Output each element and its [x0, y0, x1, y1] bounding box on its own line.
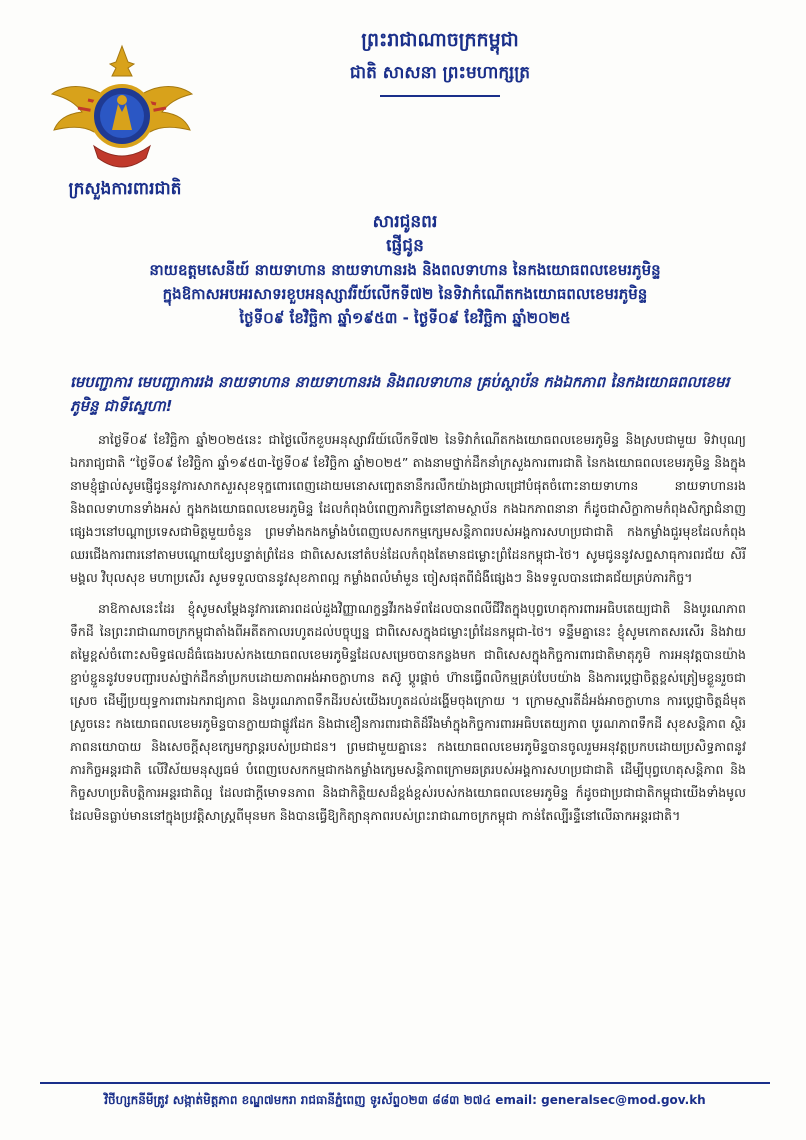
document-subtitle: ផ្ញើជូន: [386, 236, 424, 256]
kingdom-header: [290, 28, 590, 97]
body-paragraph-2: នាឱកាសនេះដែរ ខ្ញុំសូមសម្តែងនូវការគោរពដល់ដួងវិញ្ញាណក្ខន្ធវីរកងទ័ពដែលបានពលីជីវិតក្នុងបុព្វហេតុការពារអធិបតេយ្យជាតិ និងបូរណភាពទឹកដី នៃព្រះរាជាណាចក្រកម្ពុជាតាំងពីអតីតកាលរហូតដល់បច្ចុប្បន្ន ជាពិសេសក្នុងជម្លោះព្រំដែនកម្ពុជា-ថៃ។ ទន្ទឹមគ្នានេះ ខ្ញុំសូមកោតសរសើរ និងវាយតម្លៃខ្ពស់ចំពោះសមិទ្ធផលដ៏ធំធេងរបស់កងយោធពលខេមរភូមិន្ទដែលសម្រេចបានកន្លងមក ជាពិសេសក្នុងកិច្ចការពារជាតិមាតុភូមិ ការអនុវត្តបានយ៉ាងខ្ជាប់ខ្ជួននូវបទបញ្ជារបស់ថ្នាក់ដឹកនាំប្រកបដោយភាពអង់អាចក្លាហាន តស៊ូ ប្តូរផ្តាច់ ហ៊ានធ្វើពលិកម្មគ្រប់បែបយ៉ាង និងការប្តេជ្ញាចិត្តខ្ពស់ត្រៀមខ្លួនរួចជាស្រេច ដើម្បីប្រយុទ្ធការពារឯករាជ្យភាព និងបូរណភាពទឹកដីរបស់យើងរហូតដល់ដង្ហើមចុងក្រោយ ។ ក្រោមស្មារតីដ៏អង់អាចក្លាហាន ការប្តេជ្ញាចិត្តដ៏មុតស្រួចនេះ កងយោធពលខេមរភូមិន្ទបានក្លាយជាផ្លូវដែក និងជាខឿនការពារជាតិដ៏រឹងមាំក្នុងកិច្ចការពារអធិបតេយ្យភាព បូរណភាពទឹកដី សុខសន្តិភាព ស្ថិរភាពនយោបាយ និងសេចក្តីសុខក្សេមក្សាន្តរបស់ប្រជាជន។ ព្រមជាមួយគ្នានេះ កងយោធពលខេមរភូមិន្ទបានចូលរួមអនុវត្តប្រកបដោយប្រសិទ្ធភាពនូវភារកិច្ចអន្តរជាតិ លើវិស័យមនុស្សធម៌ បំពេញបេសកកម្មជាកងកម្លាំងក្សេមសន្តិភាពក្រោមឆត្ររបស់អង្គការសហប្រជាជាតិ ដើម្បីបុព្វហេតុសន្តិភាព និងកិច្ចសហប្រតិបត្តិការអន្តរជាតិល្អ ដែលជាក្តីមោទនភាព និងជាកិត្តិយសដ៏ខ្ពង់ខ្ពស់របស់កងយោធពលខេមរភូមិន្ទ ក៏ដូចជាប្រជាជាតិកម្ពុជាយើងទាំងមូល ដែលមិនធ្លាប់មាននៅក្នុងប្រវត្តិសាស្ត្រពីមុនមក និងបានធ្វើឱ្យកិត្យានុភាពរបស់ព្រះរាជាណាចក្រកម្ពុជា កាន់តែល្បីរន្ទឺនៅលើឆាកអន្តរជាតិ។: [70, 601, 747, 823]
date-line: ថ្ងៃទី០៩ ខែវិច្ឆិកា ឆ្នាំ១៩៥៣ - ថ្ងៃទី០៩ ខែវិច្ឆិកា ឆ្នាំ២០២៥: [239, 309, 571, 327]
national-motto: ជាតិ សាសនា ព្រះមហាក្សត្រ: [349, 63, 531, 83]
body-paragraph-1: នាថ្ងៃទី០៩ ខែវិច្ឆិកា ឆ្នាំ២០២៥នេះ ជាថ្ងៃលើកខួបអនុស្សាវរីយ៍លើកទី៧២ នៃទិវាកំណើតកងយោធពលខេមរភូមិន្ទ និងស្របជាមួយ ទិវាបុណ្យឯករាជ្យជាតិ “ថ្ងៃទី០៩ ខែវិច្ឆិកា ឆ្នាំ១៩៥៣-ថ្ងៃទី០៩ ខែវិច្ឆិកា ឆ្នាំ២០២៥” តាងនាមថ្នាក់ដឹកនាំក្រសួងការពារជាតិ នៃកងយោធពលខេមរភូមិន្ទ និងក្នុងនាមខ្ញុំផ្ទាល់សូមផ្ញើជូននូវការសាកសួរសុខទុក្ខពោរពេញដោយមនោសញ្ចេតនានឹករលឹកយ៉ាងជ្រាលជ្រៅបំផុតចំពោះនាយទាហាន នាយទាហានរង និងពលទាហានទាំងអស់ ក្នុងកងយោធពលខេមរភូមិន្ទ ដែលកំពុងបំពេញភារកិច្ចនៅតាមស្ថាប័ន កងឯកភាពនានា ក៏ដូចជាសិក្ខាកាមកំពុងសិក្សាជំនាញផ្សេងៗនៅបណ្តាប្រទេសជាមិត្តមួយចំនួន ព្រមទាំងកងកម្លាំងបំពេញបេសកកម្មក្សេមសន្តិភាពរបស់អង្គការសហប្រជាជាតិ កងកម្លាំងជួរមុខដែលកំពុងឈរជើងការពារនៅតាមបណ្តោយខ្សែបន្ទាត់ព្រំដែន ជាពិសេសនៅតំបន់ដែលកំពុងតែមានជម្លោះព្រំដែនកម្ពុជា-ថៃ។ សូមជូននូវសព្ទសាធុការពរជ័យ សិរីមង្គល វិបុលសុខ មហាប្រសើរ សូមទទួលបាននូវសុខភាពល្អ កម្លាំងពលំមាំមួន ចៀសផុតពីជំងឺផ្សេងៗ និងទទួលបានជោគជ័យគ្រប់ភារកិច្ច។: [70, 432, 746, 585]
header-divider: [380, 95, 500, 97]
salutation: មេបញ្ជាការ មេបញ្ជាការរង នាយទាហាន នាយទាហានរង និងពលទាហាន គ្រប់ស្ថាប័ន កងឯកភាព នៃកងយោធពលខេមរភូមិន្ទ ជាទីស្នេហា!: [70, 373, 730, 415]
footer-divider: [40, 1082, 770, 1084]
recipients-line: នាយឧត្តមសេនីយ៍ នាយទាហាន នាយទាហានរង និងពលទាហាន នៃកងយោធពលខេមរភូមិន្ទ: [149, 261, 661, 279]
letter-body: [70, 428, 746, 835]
document-title: សារជូនពរ: [372, 212, 438, 232]
kingdom-title: ព្រះរាជាណាចក្រកម្ពុជា: [361, 29, 519, 51]
occasion-line: ក្នុងឱកាសអបអរសាទរខួបអនុស្សាវរីយ៍លើកទី៧២ នៃទិវាកំណើតកងយោធពលខេមរភូមិន្ទ: [162, 285, 648, 303]
document-titles: [60, 210, 750, 330]
ministry-emblem-icon: [48, 42, 196, 180]
ministry-name: ក្រសួងការពារជាតិ: [68, 179, 182, 199]
footer-address: វិថីហ្សកនីមីត្រូវ សង្កាត់មិត្តភាព ខណ្ឌ៧មករា រាជធានីភ្នំពេញ ទូរស័ព្ទ០២៣ ៨៨៣ ២៧៤ email: generalsec@mod.gov.kh: [104, 1093, 706, 1107]
